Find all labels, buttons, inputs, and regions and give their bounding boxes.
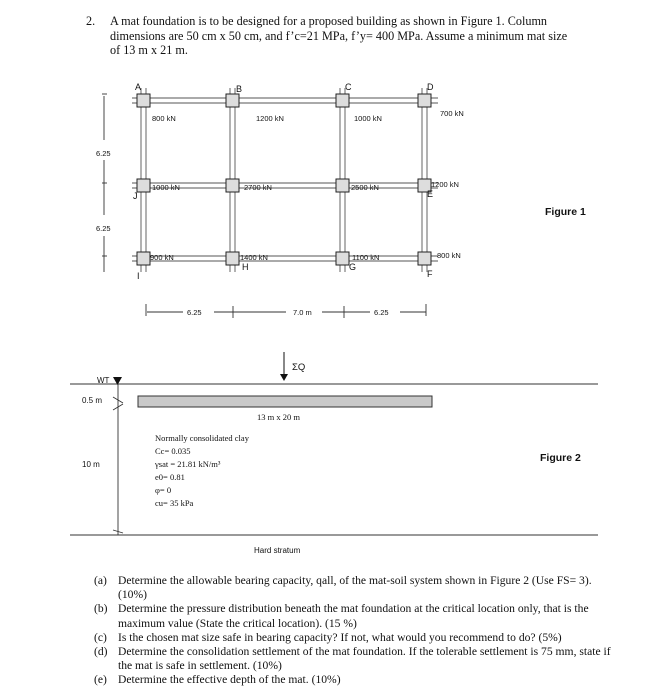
gamma-value: γsat = 21.81 kN/m³ (155, 459, 221, 469)
phi-value: φ= 0 (155, 485, 172, 495)
problem-line-1: A mat foundation is to be designed for a proposed building as shown in Figure 1. Column (110, 14, 548, 28)
column-C (336, 94, 349, 107)
question-a (94, 574, 614, 602)
column-I (137, 252, 150, 265)
column-F (418, 252, 431, 265)
load-B: 1200 kN (256, 114, 284, 123)
load-J: 1000 kN (152, 183, 180, 192)
load-C: 1000 kN (354, 114, 382, 123)
label-B: B (236, 84, 243, 94)
label-C: C (345, 82, 352, 92)
load-row2-2: 2700 kN (244, 183, 272, 192)
layer-thickness: 10 m (82, 460, 100, 469)
cu-value: cu= 35 kPa (155, 498, 194, 508)
depth-dimension (113, 384, 123, 535)
figure-2 (70, 352, 598, 555)
question-label: (c) (94, 630, 107, 644)
column-H (226, 252, 239, 265)
soil-properties (154, 412, 300, 508)
question-e (94, 673, 614, 687)
hspacing-3: 6.25 (374, 308, 389, 317)
load-row2-3: 2500 kN (351, 183, 379, 192)
load-A: 800 kN (152, 114, 176, 123)
soil-type: Normally consolidated clay (155, 433, 249, 443)
question-text: Determine the effective depth of the mat. (10%) (118, 673, 341, 687)
grid-beams (132, 88, 438, 272)
wt-label: WT (97, 376, 110, 385)
vspacing-1: 6.25 (96, 149, 111, 158)
label-I: I (137, 271, 140, 281)
question-label: (d) (94, 645, 108, 659)
label-F: F (427, 269, 433, 279)
load-I: 900 kN (150, 253, 174, 262)
label-G: G (349, 262, 357, 272)
column-J (137, 179, 150, 192)
problem-line-2: dimensions are 50 cm x 50 cm, and f’c=21 MPa, f’y= 400 MPa. Assume a minimum mat size (110, 28, 568, 43)
mat-foundation (138, 396, 432, 407)
label-E: E (427, 189, 434, 199)
question-label: (b) (94, 602, 108, 616)
column-loads (150, 109, 464, 262)
column-D (418, 94, 431, 107)
label-J: J (133, 191, 138, 201)
load-arrow (280, 352, 288, 381)
column-B (226, 94, 239, 107)
depth-label: 0.5 m (82, 396, 103, 405)
problem-line-3: of 13 m x 21 m. (110, 43, 188, 57)
label-D: D (427, 82, 434, 92)
label-H: H (242, 262, 249, 272)
hspacing-2: 7.0 m (293, 308, 312, 317)
label-A: A (135, 82, 142, 92)
figure-1-caption: Figure 1 (545, 206, 586, 218)
load-symbol: ΣQ (292, 362, 306, 373)
mat-size: 13 m x 20 m (257, 412, 300, 422)
question-label: (a) (94, 574, 107, 587)
question-b (94, 602, 614, 630)
figure-2-caption: Figure 2 (540, 452, 581, 464)
question-text: Determine the consolidation settlement of the mat foundation. If the tolerable settlement is 75 mm, state if the mat is safe in settlement. (10%) (118, 645, 611, 673)
columns (137, 94, 434, 265)
question-label: (e) (94, 673, 107, 687)
figure-1 (96, 82, 586, 318)
load-E: 1200 kN (431, 180, 459, 189)
problem-number: 2. (86, 14, 96, 28)
load-G: 1100 kN (352, 253, 380, 262)
question-list (94, 574, 614, 688)
cc-value: Cc= 0.035 (155, 446, 191, 456)
question-c (94, 631, 614, 645)
question-text: Is the chosen mat size safe in bearing capacity? If not, what would you recommend to do? (5%) (118, 630, 562, 644)
vertical-dimension (102, 94, 107, 272)
question-text: Determine the pressure distribution beneath the mat foundation at the critical location only, that is the maximum value (State the critical location). (15 %) (118, 602, 589, 630)
question-text: Determine the allowable bearing capacity, qall, of the mat-soil system shown in Figure 2 (Use FS= 3). (10%) (118, 574, 592, 602)
load-F: 800 kN (437, 251, 461, 260)
column-A (137, 94, 150, 107)
column-row2-3 (336, 179, 349, 192)
e0-value: e0= 0.81 (155, 472, 185, 482)
column-G (336, 252, 349, 265)
load-H: 1400 kN (240, 253, 268, 262)
vspacing-2: 6.25 (96, 224, 111, 233)
column-labels (133, 82, 434, 281)
column-row2-2 (226, 179, 239, 192)
hard-stratum-label: Hard stratum (254, 546, 301, 555)
question-d (94, 645, 614, 673)
load-D: 700 kN (440, 109, 464, 118)
hspacing-1: 6.25 (187, 308, 202, 317)
